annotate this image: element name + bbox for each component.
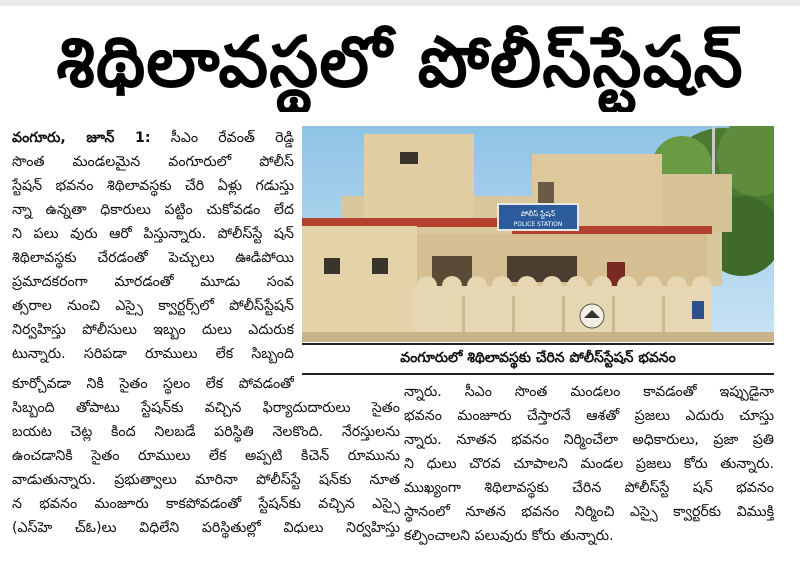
article-line: ప్రమాదకరంగా మారడంతో మూడు సంవ: [12, 274, 294, 290]
top-rule: [0, 0, 800, 6]
article-line: వాడుతున్నారు. ప్రభుత్వాలు మారినా పోలీస్‌స్టే షన్‌కు నూత: [12, 472, 400, 488]
article-line: న్నారు. నూతన భవనం నిర్మించేలా అధికారులు, ప్రజా ప్రతి: [404, 432, 774, 448]
article-line: (ఎస్‌హె చ్‌ఓ)లు విధిలేని పరిస్థితుల్లో విధులు నిర్వహిస్తు: [12, 520, 400, 536]
article-line: ఉంచడానికి సైతం రూములు లేక అప్పటి కిచెన్ రూమును: [12, 448, 400, 464]
article-line: బయట చెట్ల కింద నిలబడే పరిస్థితి నెలకొంది. నేరస్తులను: [12, 424, 400, 440]
article-line: ని పలు వురు ఆరో పిస్తున్నారు. పోలీస్‌స్టే షన్: [12, 226, 294, 242]
sign-subtext: POLICE STATION: [513, 221, 563, 228]
article-line: కల్పించాలని పలువురు కోరు తున్నారు.: [404, 528, 614, 544]
article-line: భవనం మంజూరు చేస్తారనే ఆశతో ప్రజలు ఎదురు చూస్తు: [404, 408, 774, 424]
headline: శిథిలావస్థలో పోలీస్‌స్టేషన్: [56, 21, 744, 103]
article-line: స్థానంలో నూతన భవనం నిర్మించి ఎస్సై క్వార్టర్‌కు విముక్తి: [404, 504, 774, 520]
article-line: సొంత మండలమైన వంగూరులో పోలీస్: [12, 154, 294, 170]
article-line: ముఖ్యంగా శిథిలావస్థకు చేరిన పోలీస్‌స్టే షన్ భవనం: [404, 480, 774, 496]
article-line: ని ధులు చొరవ చూపాలని మండల ప్రజలు కోరు తున్నారు.: [404, 456, 774, 472]
photo-caption: వంగూరులో శిథిలావస్థకు చేరిన పోలీస్‌స్టేషన్ భవనం: [302, 343, 774, 375]
article-line: న్నా ఉన్నతా ధికారులు పట్టిం చుకోవడం లేద: [12, 202, 294, 218]
sign-text: పోలీస్ స్టేషన్: [520, 210, 556, 218]
article-line-1: [12, 126, 294, 150]
article-line: కూర్చోవడా నికి సైతం స్థలం లేక పోవడంతో: [12, 376, 294, 392]
article-text: సీఎం రేవంత్ రెడ్డి: [170, 130, 294, 146]
article-line: శిథిలావస్థకు చేరడంతో పెచ్చులు ఊడిపోయి: [12, 250, 294, 266]
article-line: స్టేషన్ భవనం శిథిలావస్థకు చేరి ఏళ్లు గడుస్తు: [12, 178, 294, 194]
article-line: నిర్వహిస్తు పోలీసులు ఇబ్బం దులు ఎదురుక: [12, 322, 294, 338]
article-line: న భవనం మంజూరు కాకపోవడంతో స్టేషన్‌కు వచ్చిన ఎస్సై: [12, 496, 400, 512]
article-line: సిబ్బంది తోపాటు స్టేషన్‌కు వచ్చిన ఫిర్యాదుదారులు సైతం: [12, 400, 400, 416]
police-station-photo: [302, 126, 774, 342]
article-line: టున్నారు. సరిపడా రూములు లేక సిబ్బంది: [12, 346, 294, 362]
article-line: న్నారు. సీఎం సొంత మండలం కావడంతో ఇప్పుడైనా: [404, 384, 774, 400]
article-line: త్సరాల నుంచి ఎస్సై క్వార్టర్స్‌లో పోలీస్‌స్టేషన్: [12, 298, 294, 314]
dateline: వంగూరు, జూన్ 1:: [12, 130, 151, 146]
